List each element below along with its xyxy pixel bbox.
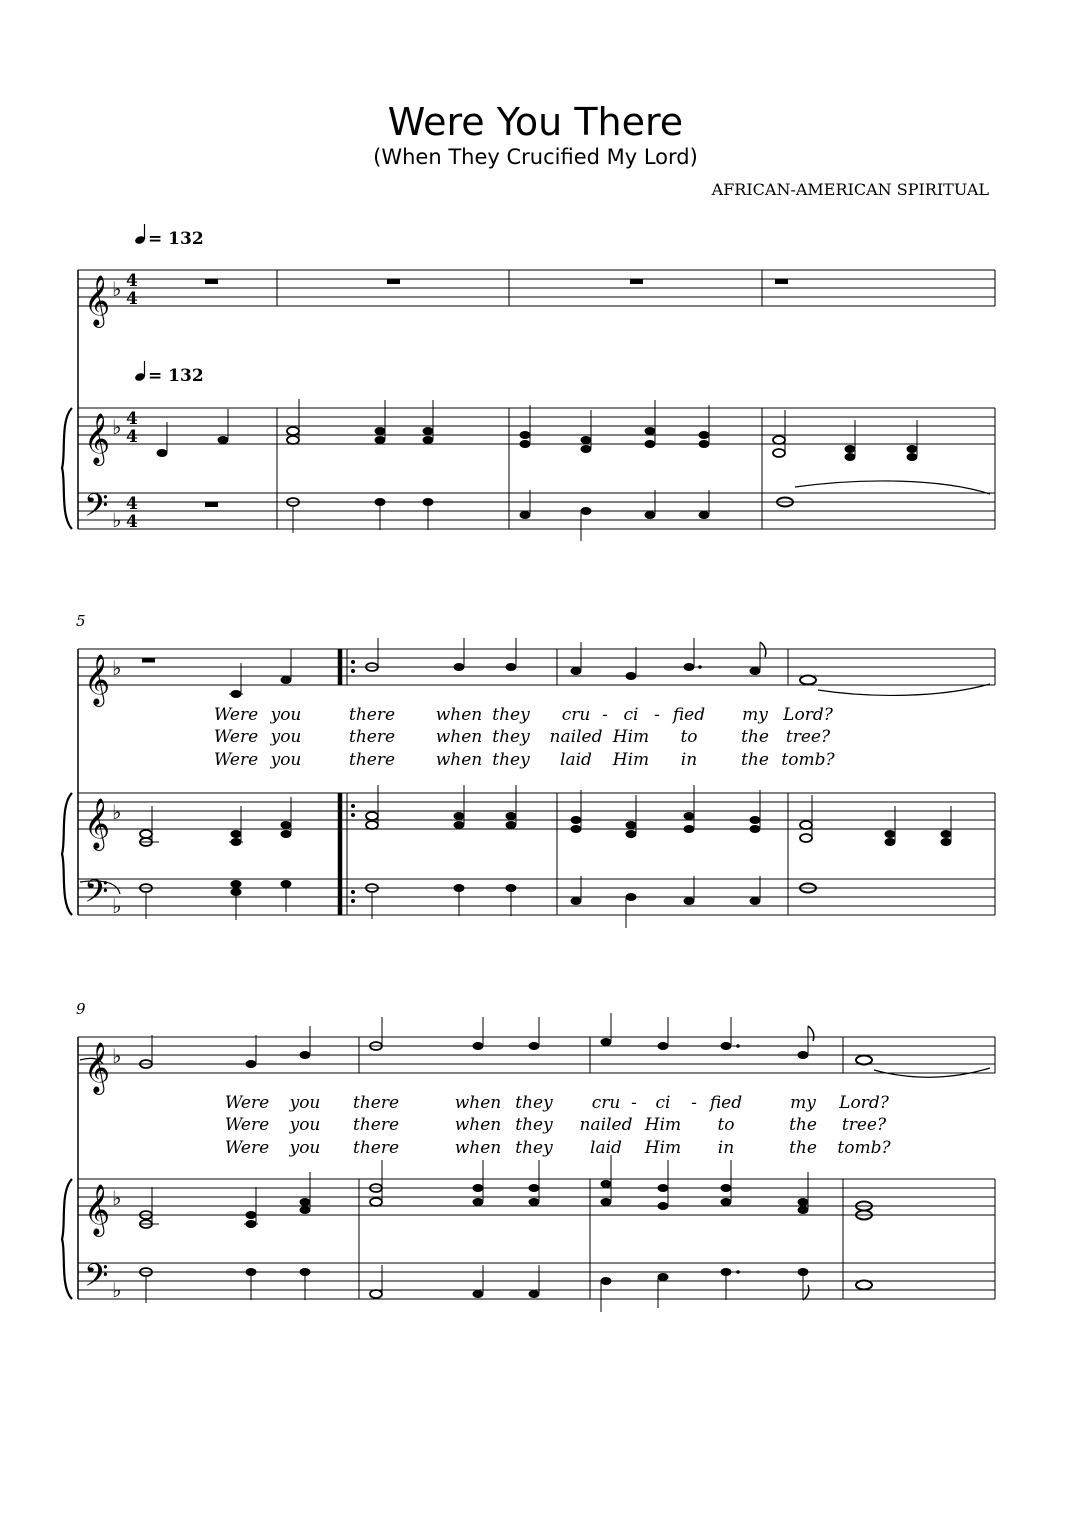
notes-voice-m9-12	[80, 1013, 990, 1077]
lyric-syllable: -	[691, 1093, 697, 1113]
lyric-syllable: Him	[644, 1115, 682, 1135]
notes-treble-m9-12	[139, 1155, 872, 1228]
lyric-syllable: fied	[672, 705, 706, 725]
lyric-syllable: nailed	[549, 727, 603, 747]
measure-number: 9	[76, 1000, 86, 1018]
lyric-syllable: you	[289, 1093, 321, 1113]
lyric-syllable: when	[454, 1115, 502, 1135]
lyric-syllable: when	[435, 727, 483, 747]
lyric-syllable: there	[348, 705, 396, 725]
notes-bass-m5-8	[80, 876, 816, 928]
staff-voice	[78, 649, 995, 685]
flat-icon: ♭	[112, 656, 122, 680]
lyric-syllable: the	[789, 1138, 817, 1158]
bass-clef-icon: 𝄢	[84, 873, 109, 917]
lyric-syllable: you	[289, 1115, 321, 1135]
lyric-syllable: when	[435, 750, 483, 770]
treble-clef-icon: 𝄞	[84, 275, 111, 326]
system-1	[62, 224, 995, 541]
lyric-syllable: there	[348, 750, 396, 770]
lyric-syllable: they	[492, 750, 530, 770]
lyric-syllable: you	[289, 1138, 321, 1158]
lyric-syllable: fied	[709, 1093, 743, 1113]
lyric-syllable: tomb?	[837, 1138, 891, 1158]
treble-clef-icon: 𝄞	[84, 654, 111, 705]
flat-icon: ♭	[112, 800, 122, 824]
treble-clef-icon: 𝄞	[84, 798, 111, 849]
lyric-syllable: Were	[224, 1115, 270, 1135]
lyric-syllable: they	[492, 705, 530, 725]
staff-piano-treble	[78, 793, 995, 829]
lyric-syllable: tree?	[841, 1115, 887, 1135]
lyric-syllable: tomb?	[781, 750, 835, 770]
lyric-syllable: the	[741, 750, 769, 770]
time-signature: 4	[126, 289, 138, 309]
piano-brace	[62, 1179, 72, 1299]
notes-voice-m5-8	[142, 638, 990, 698]
lyric-syllable: my	[742, 705, 768, 725]
time-signature: 4	[126, 427, 138, 447]
staff-piano-bass	[78, 493, 995, 529]
time-signature: 4	[126, 409, 138, 429]
tempo-text: = 132	[148, 366, 204, 386]
system-2	[62, 612, 995, 928]
lyric-syllable: there	[348, 727, 396, 747]
lyric-syllable: laid	[590, 1138, 622, 1158]
repeat-dots	[351, 660, 355, 903]
staff-piano-treble	[78, 408, 995, 444]
lyric-syllable: cru	[561, 705, 591, 725]
lyric-syllable: when	[454, 1093, 502, 1113]
lyric-syllable: cru	[591, 1093, 621, 1113]
lyric-syllable: -	[602, 705, 608, 725]
treble-clef-icon: 𝄞	[84, 1184, 111, 1235]
lyric-syllable: my	[790, 1093, 816, 1113]
flat-icon: ♭	[112, 415, 122, 439]
lyric-syllable: -	[654, 705, 660, 725]
lyric-syllable: in	[717, 1138, 735, 1158]
lyric-syllable: Lord?	[839, 1093, 889, 1113]
lyric-syllable: you	[270, 750, 302, 770]
staff-piano-bass	[78, 879, 995, 915]
treble-clef-icon: 𝄞	[84, 413, 111, 464]
lyric-syllable: they	[515, 1115, 553, 1135]
staff-voice	[78, 1037, 995, 1073]
lyric-syllable: nailed	[579, 1115, 633, 1135]
lyric-syllable: ci	[623, 705, 639, 725]
clefs-and-signatures	[84, 654, 121, 918]
lyric-syllable: Him	[612, 727, 650, 747]
lyric-syllable: Were	[224, 1138, 270, 1158]
staff-voice	[78, 270, 995, 306]
flat-icon: ♭	[112, 277, 122, 301]
lyric-syllable: tree?	[785, 727, 831, 747]
measure-number: 5	[76, 612, 86, 630]
composer-credit: AFRICAN-AMERICAN SPIRITUAL	[711, 180, 989, 199]
piano-brace	[62, 408, 72, 529]
tempo-marking-voice	[134, 224, 204, 249]
lyric-syllable: they	[515, 1138, 553, 1158]
flat-icon: ♭	[112, 894, 122, 918]
lyric-syllable: when	[454, 1138, 502, 1158]
rests	[205, 279, 788, 507]
lyric-syllable: Lord?	[783, 705, 833, 725]
lyric-syllable: when	[435, 705, 483, 725]
lyric-syllable: there	[352, 1115, 400, 1135]
lyric-syllable: ci	[655, 1093, 671, 1113]
time-signature: 4	[126, 271, 138, 291]
barlines	[340, 649, 995, 915]
flat-icon: ♭	[112, 1186, 122, 1210]
lyric-syllable: they	[492, 727, 530, 747]
lyric-syllable: there	[352, 1093, 400, 1113]
lyric-syllable: -	[631, 1093, 637, 1113]
tempo-text: = 132	[148, 229, 204, 249]
lyric-syllable: Him	[644, 1138, 682, 1158]
song-subtitle: (When They Crucified My Lord)	[373, 145, 698, 169]
barlines	[359, 1037, 995, 1299]
time-signature: 4	[126, 512, 138, 532]
song-title: Were You There	[387, 100, 684, 144]
piano-brace	[62, 793, 72, 915]
barlines	[277, 270, 995, 529]
lyric-syllable: Were	[213, 727, 259, 747]
lyric-syllable: to	[680, 727, 698, 747]
lyric-syllable: they	[515, 1093, 553, 1113]
lyric-syllable: to	[717, 1115, 735, 1135]
lyric-syllable: there	[352, 1138, 400, 1158]
lyric-syllable: the	[741, 727, 769, 747]
lyric-syllable: Him	[612, 750, 650, 770]
treble-clef-icon: 𝄞	[84, 1042, 111, 1093]
time-signature: 4	[126, 494, 138, 514]
lyric-syllable: you	[270, 705, 302, 725]
flat-icon: ♭	[112, 1044, 122, 1068]
lyric-syllable: the	[789, 1115, 817, 1135]
lyrics-layer	[214, 705, 892, 1158]
lyric-syllable: in	[680, 750, 698, 770]
flat-icon: ♭	[112, 508, 122, 532]
lyric-syllable: Were	[213, 750, 259, 770]
flat-icon: ♭	[112, 1278, 122, 1302]
lyric-syllable: you	[270, 727, 302, 747]
bass-clef-icon: 𝄢	[84, 487, 109, 531]
notes-treble-m5-8	[139, 785, 952, 846]
lyric-syllable: Were	[213, 705, 259, 725]
bass-clef-icon: 𝄢	[84, 1257, 109, 1301]
lyric-syllable: Were	[224, 1093, 270, 1113]
tempo-marking-piano	[134, 361, 204, 386]
lyric-syllable: laid	[560, 750, 592, 770]
